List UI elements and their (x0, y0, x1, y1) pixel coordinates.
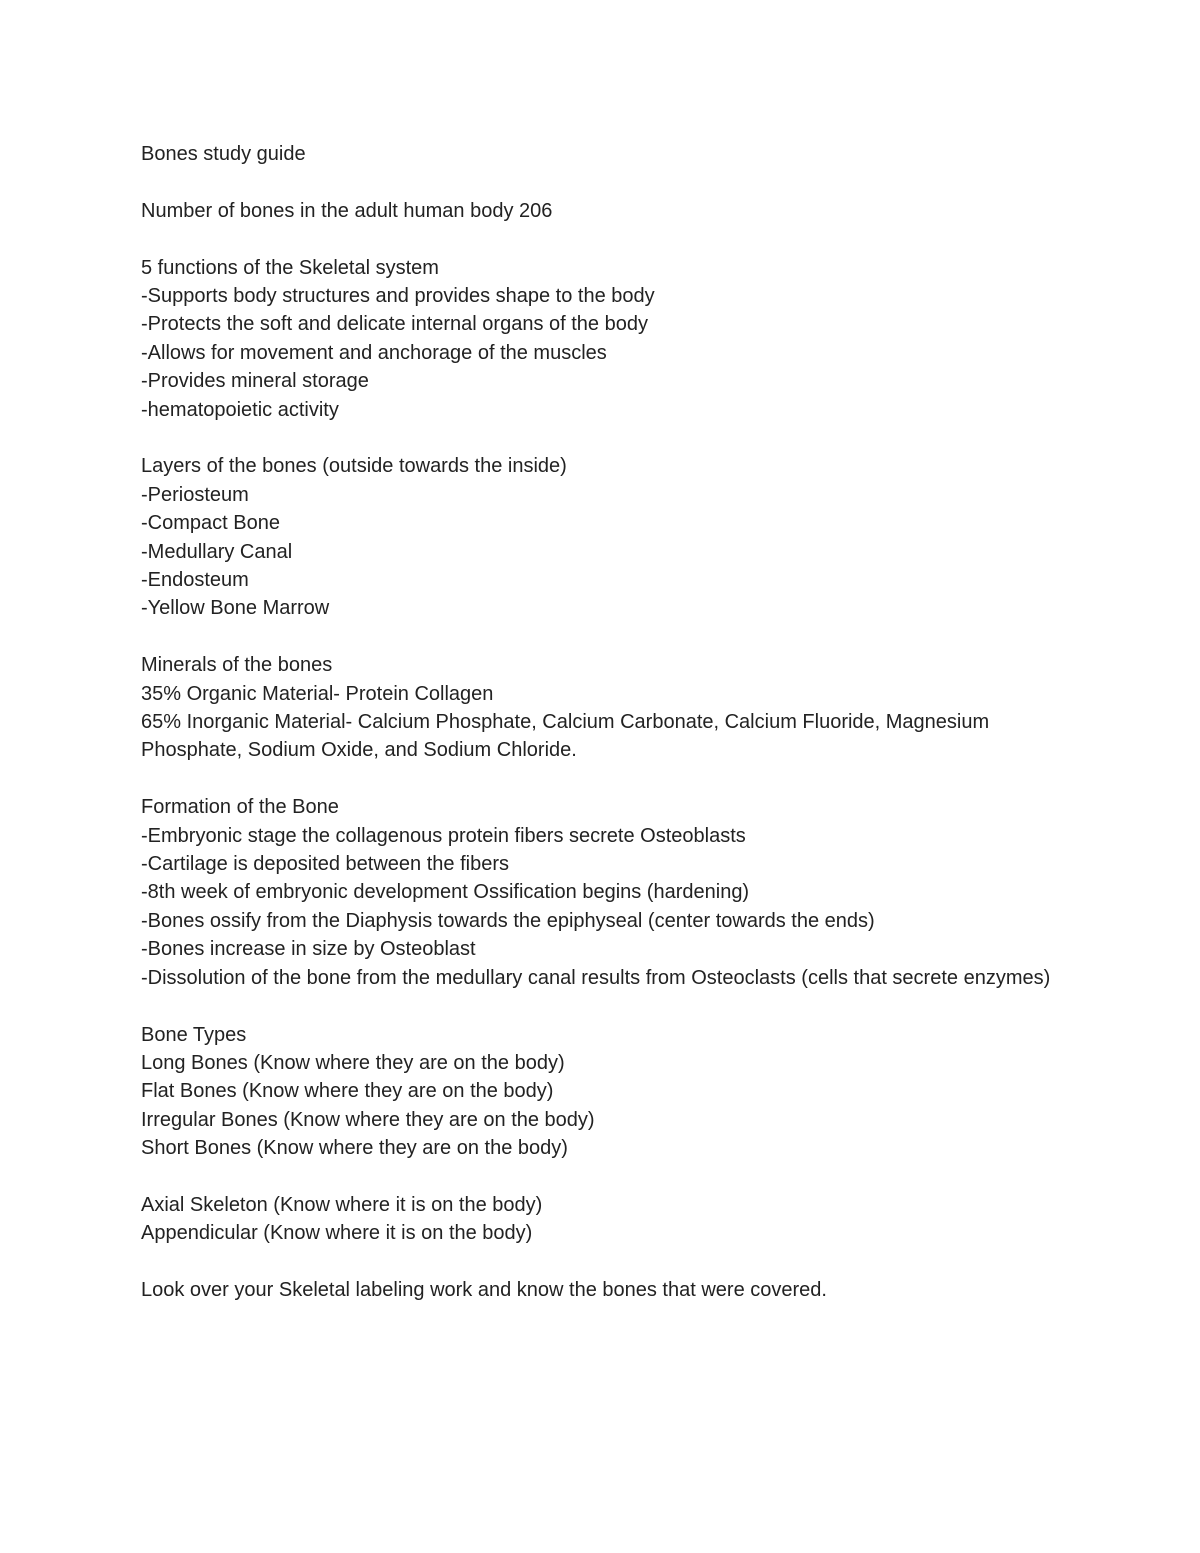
functions-item: -Provides mineral storage (141, 370, 369, 393)
formation-item: -Embryonic stage the collagenous protein fibers secrete Osteoblasts (141, 824, 746, 847)
bone-types-item: Short Bones (Know where they are on the body) (141, 1137, 568, 1160)
formation-item: -Bones ossify from the Diaphysis towards the epiphyseal (center towards the ends) (141, 909, 875, 932)
closing-note: Look over your Skeletal labeling work and know the bones that were covered. (141, 1279, 827, 1302)
blank-line (141, 623, 1081, 651)
functions-item: -Supports body structures and provides shape to the body (141, 285, 655, 307)
skeleton-item: Appendicular (Know where it is on the body) (141, 1222, 533, 1245)
blank-line (141, 1248, 1081, 1276)
formation-item: -Bones increase in size by Osteoblast (141, 938, 476, 961)
formation-item: -8th week of embryonic development Ossification begins (hardening) (141, 881, 750, 904)
layers-item: -Endosteum (141, 569, 249, 592)
layers-item: -Compact Bone (141, 512, 280, 535)
document-page (141, 140, 1081, 1305)
blank-line (141, 168, 1081, 196)
formation-heading: Formation of the Bone (141, 796, 339, 819)
bone-types-heading: Bone Types (141, 1023, 247, 1046)
functions-item: -Protects the soft and delicate internal organs of the body (141, 313, 648, 336)
blank-line (141, 225, 1081, 253)
document-title: Bones study guide (141, 143, 306, 165)
layers-item: -Yellow Bone Marrow (141, 597, 330, 620)
layers-heading: Layers of the bones (outside towards the inside) (141, 455, 567, 478)
functions-item: -hematopoietic activity (141, 398, 339, 421)
functions-section (141, 254, 1081, 424)
blank-line (141, 424, 1081, 452)
formation-section (141, 793, 1081, 992)
functions-heading: 5 functions of the Skeletal system (141, 256, 439, 279)
bone-types-item: Long Bones (Know where they are on the body) (141, 1051, 565, 1074)
formation-item: -Dissolution of the bone from the medullary canal results from Osteoclasts (cells that secrete enzymes) (141, 966, 1051, 989)
layers-item: -Medullary Canal (141, 540, 293, 563)
blank-line (141, 992, 1081, 1020)
functions-item: -Allows for movement and anchorage of the muscles (141, 341, 607, 364)
skeleton-item: Axial Skeleton (Know where it is on the body) (141, 1193, 543, 1216)
layers-item: -Periosteum (141, 483, 249, 506)
blank-line (141, 1163, 1081, 1191)
minerals-section (141, 651, 1081, 765)
formation-item: -Cartilage is deposited between the fibers (141, 853, 509, 876)
minerals-item: 35% Organic Material- Protein Collagen (141, 682, 494, 705)
skeleton-section (141, 1191, 1081, 1248)
minerals-item: 65% Inorganic Material- Calcium Phosphate, Calcium Carbonate, Calcium Fluoride, Magnesium Phosphate, Sodium Oxide, and Sodium Chloride. (141, 711, 990, 762)
minerals-heading: Minerals of the bones (141, 654, 333, 677)
bone-count-line: Number of bones in the adult human body 206 (141, 199, 553, 222)
layers-section (141, 452, 1081, 622)
bone-types-section (141, 1021, 1081, 1163)
blank-line (141, 765, 1081, 793)
bone-types-item: Irregular Bones (Know where they are on the body) (141, 1108, 595, 1131)
bone-types-item: Flat Bones (Know where they are on the body) (141, 1080, 554, 1103)
